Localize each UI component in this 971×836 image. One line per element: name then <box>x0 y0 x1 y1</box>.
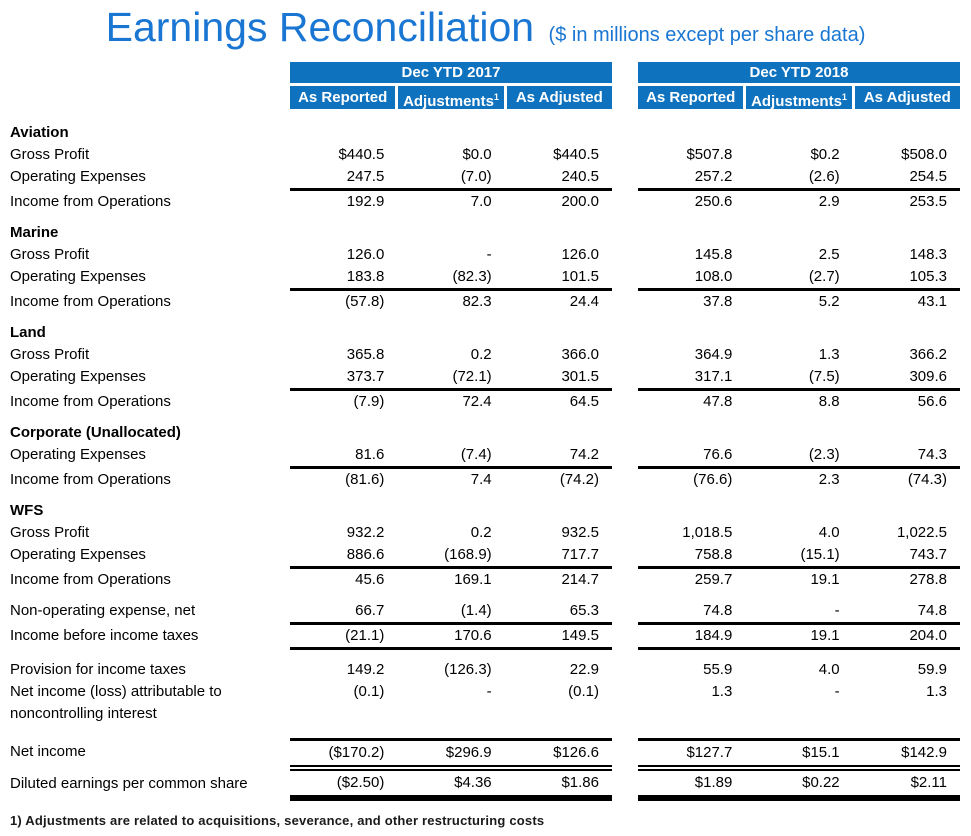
values-2018 <box>638 166 960 191</box>
spacer <box>10 491 971 500</box>
subheader-label: Adjustments <box>751 93 842 110</box>
section-row-marine <box>10 222 971 244</box>
table-row <box>10 444 971 469</box>
values-2017 <box>290 625 612 650</box>
cell-2017-as-adjusted: 240.5 <box>561 168 599 185</box>
page-title <box>0 4 971 54</box>
cell-2017-adjustments: $296.9 <box>445 744 492 761</box>
values-2017 <box>290 144 612 166</box>
cell-2018-as-reported: 184.9 <box>694 627 733 644</box>
cell-2017-adjustments: 170.6 <box>454 627 492 644</box>
cell-2018-adjustments: - <box>834 683 840 700</box>
values-2017 <box>290 544 612 569</box>
values-2018 <box>638 625 960 650</box>
cell-2017-as-reported: 365.8 <box>346 346 385 363</box>
cell-2017-as-reported: 149.2 <box>346 661 385 678</box>
table-row <box>10 344 971 366</box>
subheader-2017-as-adjusted: As Adjusted <box>507 86 612 109</box>
cell-2018-adjustments: 19.1 <box>810 571 840 588</box>
spacer <box>10 650 971 659</box>
values-2018 <box>638 738 960 771</box>
spacer <box>10 213 971 222</box>
row-label: Operating Expenses <box>10 368 146 385</box>
table-row <box>10 191 971 213</box>
column-gap <box>612 191 638 213</box>
column-gap <box>612 771 638 801</box>
cell-2017-as-adjusted: 24.4 <box>569 293 599 310</box>
cell-2017-as-adjusted: 22.9 <box>569 661 599 678</box>
cell-2018-adjustments: $0.2 <box>810 146 840 163</box>
cell-2018-adjustments: 1.3 <box>818 346 840 363</box>
cell-2018-as-adjusted: 366.2 <box>909 346 947 363</box>
cell-2018-as-adjusted: 105.3 <box>909 268 947 285</box>
column-gap <box>612 366 638 391</box>
values-2018 <box>638 344 960 366</box>
cell-2018-adjustments: 2.9 <box>818 193 840 210</box>
table-row <box>10 659 971 681</box>
cell-2017-adjustments: (7.0) <box>460 168 492 185</box>
column-gap <box>612 62 638 83</box>
subheader-2017-as-reported: As Reported <box>290 86 395 109</box>
cell-2018-as-reported: 108.0 <box>694 268 733 285</box>
cell-2017-as-reported: (21.1) <box>345 627 385 644</box>
values-2018 <box>638 569 960 591</box>
cell-2017-adjustments: $4.36 <box>454 774 492 791</box>
column-gap <box>612 544 638 569</box>
cell-2017-as-reported: (0.1) <box>353 683 385 700</box>
values-2018 <box>638 191 960 213</box>
cell-2018-as-adjusted: 254.5 <box>909 168 947 185</box>
cell-2018-adjustments: 8.8 <box>818 393 840 410</box>
cell-2017-as-adjusted: (74.2) <box>559 471 599 488</box>
column-gap <box>612 469 638 491</box>
cell-2018-adjustments: - <box>834 602 840 619</box>
row-label: Income before income taxes <box>10 627 199 644</box>
cell-2017-as-reported: 81.6 <box>355 446 385 463</box>
section-label: Corporate (Unallocated) <box>10 424 181 441</box>
row-label: Net income (loss) attributable to noncontrolling interest <box>10 683 222 722</box>
section-label: WFS <box>10 502 44 519</box>
cell-2017-as-adjusted: 214.7 <box>561 571 599 588</box>
column-gap <box>612 266 638 291</box>
cell-2018-adjustments: 2.5 <box>818 246 840 263</box>
table-row <box>10 600 971 625</box>
row-label: Income from Operations <box>10 293 171 310</box>
values-2018 <box>638 544 960 569</box>
footnote-ref: 1 <box>841 92 847 102</box>
cell-2018-adjustments: 4.0 <box>818 524 840 541</box>
row-label: Operating Expenses <box>10 446 146 463</box>
row-label: Gross Profit <box>10 246 90 263</box>
subheaders-2017 <box>290 86 612 109</box>
cell-2018-as-adjusted: 74.3 <box>917 446 947 463</box>
row-label: Income from Operations <box>10 471 171 488</box>
column-gap <box>612 83 638 109</box>
cell-2018-as-reported: 364.9 <box>694 346 733 363</box>
values-2018 <box>638 244 960 266</box>
table-row <box>10 469 971 491</box>
values-2017 <box>290 244 612 266</box>
header-spacer <box>10 62 290 83</box>
cell-2017-as-adjusted: 932.5 <box>561 524 599 541</box>
section-row-wfs <box>10 500 971 522</box>
values-2018 <box>638 144 960 166</box>
cell-2018-as-reported: 758.8 <box>694 546 733 563</box>
cell-2018-as-adjusted: 56.6 <box>917 393 947 410</box>
cell-2017-adjustments: 72.4 <box>462 393 492 410</box>
cell-2018-as-adjusted: 253.5 <box>909 193 947 210</box>
cell-2018-as-adjusted: $2.11 <box>910 774 947 791</box>
cell-2017-adjustments: - <box>486 683 492 700</box>
cell-2017-as-reported: 886.6 <box>346 546 385 563</box>
cell-2017-as-adjusted: 301.5 <box>561 368 599 385</box>
section-row-land <box>10 322 971 344</box>
column-gap <box>612 344 638 366</box>
spacer <box>10 725 971 738</box>
table-row <box>10 144 971 166</box>
column-gap <box>612 625 638 650</box>
section-row-corporate <box>10 422 971 444</box>
cell-2018-as-reported: $507.8 <box>686 146 733 163</box>
values-2017 <box>290 366 612 391</box>
table-row <box>10 681 971 725</box>
column-gap <box>612 659 638 681</box>
values-2018 <box>638 771 960 801</box>
cell-2017-as-adjusted: $440.5 <box>553 146 599 163</box>
cell-2018-as-adjusted: $508.0 <box>901 146 947 163</box>
cell-2017-as-reported: (81.6) <box>345 471 385 488</box>
table-row <box>10 244 971 266</box>
cell-2017-as-adjusted: 717.7 <box>561 546 599 563</box>
cell-2017-as-adjusted: $126.6 <box>553 744 599 761</box>
subheader-2018-as-adjusted: As Adjusted <box>855 86 960 109</box>
cell-2018-as-adjusted: 43.1 <box>917 293 947 310</box>
subheader-2018-adjustments <box>746 86 851 109</box>
row-label: Diluted earnings per common share <box>10 775 248 792</box>
row-label: Net income <box>10 743 86 760</box>
table-row-net-income <box>10 738 971 771</box>
table-row <box>10 166 971 191</box>
cell-2017-as-adjusted: 64.5 <box>569 393 599 410</box>
row-label: Gross Profit <box>10 346 90 363</box>
cell-2017-as-reported: 373.7 <box>346 368 385 385</box>
cell-2017-as-adjusted: 65.3 <box>569 602 599 619</box>
cell-2018-adjustments: (2.6) <box>808 168 840 185</box>
spacer <box>10 413 971 422</box>
cell-2017-adjustments: 7.0 <box>470 193 492 210</box>
cell-2017-as-adjusted: (0.1) <box>568 683 599 700</box>
cell-2017-adjustments: (82.3) <box>452 268 492 285</box>
cell-2018-as-adjusted: 59.9 <box>917 661 947 678</box>
subheader-row <box>10 83 971 109</box>
cell-2017-as-adjusted: 101.5 <box>561 268 599 285</box>
subheaders-2018 <box>638 86 960 109</box>
title-text: Earnings Reconciliation <box>105 4 535 50</box>
row-label: Income from Operations <box>10 393 171 410</box>
values-2017 <box>290 291 612 313</box>
cell-2018-as-reported: 1.3 <box>711 683 733 700</box>
row-label: Income from Operations <box>10 571 171 588</box>
cell-2018-as-reported: 47.8 <box>703 393 733 410</box>
cell-2018-as-reported: 145.8 <box>694 246 733 263</box>
spacer <box>10 313 971 322</box>
section-row-aviation <box>10 122 971 144</box>
values-2018 <box>638 266 960 291</box>
column-gap <box>612 391 638 413</box>
cell-2017-as-reported: 126.0 <box>346 246 385 263</box>
cell-2018-as-reported: 257.2 <box>694 168 733 185</box>
values-2018 <box>638 291 960 313</box>
cell-2017-as-reported: 932.2 <box>346 524 385 541</box>
cell-2018-as-reported: 250.6 <box>694 193 733 210</box>
cell-2017-as-reported: 247.5 <box>346 168 385 185</box>
values-2017 <box>290 522 612 544</box>
cell-2017-adjustments: (168.9) <box>444 546 492 563</box>
column-gap <box>612 166 638 191</box>
table-row <box>10 366 971 391</box>
values-2017 <box>290 166 612 191</box>
earnings-table <box>10 62 971 801</box>
cell-2018-as-reported: 259.7 <box>694 571 733 588</box>
table-row-diluted-eps <box>10 771 971 801</box>
spacer <box>10 109 971 122</box>
cell-2018-as-adjusted: 74.8 <box>917 602 947 619</box>
subheader-2018-as-reported: As Reported <box>638 86 743 109</box>
cell-2017-adjustments: (72.1) <box>452 368 492 385</box>
cell-2018-as-reported: 76.6 <box>703 446 733 463</box>
cell-2017-as-adjusted: 366.0 <box>561 346 599 363</box>
cell-2017-adjustments: - <box>486 246 492 263</box>
values-2018 <box>638 469 960 491</box>
cell-2017-as-reported: $440.5 <box>338 146 385 163</box>
cell-2017-as-reported: 66.7 <box>355 602 385 619</box>
values-2017 <box>290 191 612 213</box>
column-gap <box>612 444 638 469</box>
column-gap <box>612 569 638 591</box>
cell-2018-as-reported: (76.6) <box>693 471 733 488</box>
cell-2018-adjustments: (2.7) <box>808 268 840 285</box>
section-label: Aviation <box>10 124 69 141</box>
cell-2017-adjustments: 0.2 <box>470 346 492 363</box>
values-2018 <box>638 659 960 681</box>
cell-2018-as-reported: 317.1 <box>694 368 733 385</box>
section-label: Land <box>10 324 46 341</box>
table-row <box>10 569 971 591</box>
values-2018 <box>638 444 960 469</box>
row-label: Gross Profit <box>10 146 90 163</box>
cell-2017-as-adjusted: 74.2 <box>569 446 599 463</box>
values-2017 <box>290 681 612 703</box>
cell-2017-as-adjusted: 200.0 <box>561 193 599 210</box>
cell-2018-adjustments: 4.0 <box>818 661 840 678</box>
cell-2018-as-reported: $1.89 <box>694 774 733 791</box>
column-gap <box>612 600 638 625</box>
table-row <box>10 391 971 413</box>
cell-2017-adjustments: $0.0 <box>462 146 492 163</box>
cell-2018-adjustments: 2.3 <box>818 471 840 488</box>
table-row <box>10 522 971 544</box>
cell-2018-as-adjusted: 1.3 <box>926 683 947 700</box>
cell-2017-adjustments: 169.1 <box>454 571 492 588</box>
row-label: Operating Expenses <box>10 546 146 563</box>
table-row <box>10 291 971 313</box>
cell-2018-as-reported: 55.9 <box>703 661 733 678</box>
section-label: Marine <box>10 224 59 241</box>
cell-2018-adjustments: (15.1) <box>800 546 840 563</box>
column-gap <box>612 522 638 544</box>
cell-2018-as-adjusted: $142.9 <box>901 744 947 761</box>
subheader-2017-adjustments <box>398 86 503 109</box>
cell-2017-adjustments: (126.3) <box>444 661 492 678</box>
cell-2017-as-reported: (7.9) <box>353 393 385 410</box>
cell-2018-as-reported: 1,018.5 <box>682 524 733 541</box>
column-gap <box>612 244 638 266</box>
cell-2018-adjustments: (7.5) <box>808 368 840 385</box>
cell-2018-as-adjusted: 204.0 <box>909 627 947 644</box>
cell-2017-as-adjusted: 126.0 <box>561 246 599 263</box>
cell-2018-as-adjusted: 1,022.5 <box>896 524 947 541</box>
values-2017 <box>290 771 612 801</box>
values-2017 <box>290 444 612 469</box>
table-row <box>10 544 971 569</box>
group-header-2017: Dec YTD 2017 <box>290 62 612 83</box>
cell-2018-adjustments: 19.1 <box>810 627 840 644</box>
cell-2018-as-reported: 37.8 <box>703 293 733 310</box>
row-label: Operating Expenses <box>10 168 146 185</box>
cell-2017-as-reported: (57.8) <box>345 293 385 310</box>
cell-2018-as-adjusted: 148.3 <box>909 246 947 263</box>
cell-2018-as-adjusted: 309.6 <box>909 368 947 385</box>
cell-2017-as-reported: 183.8 <box>346 268 385 285</box>
cell-2018-as-reported: $127.7 <box>686 744 733 761</box>
column-gap <box>612 291 638 313</box>
cell-2017-adjustments: (7.4) <box>460 446 492 463</box>
column-gap <box>612 738 638 771</box>
cell-2018-as-adjusted: 743.7 <box>909 546 947 563</box>
table-row <box>10 266 971 291</box>
values-2017 <box>290 266 612 291</box>
subheader-label: Adjustments <box>403 93 494 110</box>
cell-2018-as-reported: 74.8 <box>703 602 733 619</box>
cell-2018-as-adjusted: (74.3) <box>907 471 947 488</box>
values-2017 <box>290 738 612 771</box>
cell-2018-as-adjusted: 278.8 <box>909 571 947 588</box>
cell-2017-adjustments: 82.3 <box>462 293 492 310</box>
values-2017 <box>290 469 612 491</box>
footnote-ref: 1 <box>493 92 499 102</box>
values-2017 <box>290 659 612 681</box>
table-row <box>10 625 971 650</box>
cell-2017-as-reported: ($2.50) <box>336 774 385 791</box>
values-2017 <box>290 569 612 591</box>
cell-2017-as-reported: 192.9 <box>346 193 385 210</box>
row-label: Gross Profit <box>10 524 90 541</box>
values-2017 <box>290 344 612 366</box>
spacer <box>10 591 971 600</box>
cell-2018-adjustments: (2.3) <box>808 446 840 463</box>
cell-2018-adjustments: $0.22 <box>802 774 840 791</box>
values-2018 <box>638 600 960 625</box>
row-label: Income from Operations <box>10 193 171 210</box>
group-header-row <box>10 62 971 83</box>
group-header-2018: Dec YTD 2018 <box>638 62 960 83</box>
row-label: Non-operating expense, net <box>10 602 196 619</box>
row-label: Operating Expenses <box>10 268 146 285</box>
values-2018 <box>638 366 960 391</box>
subtitle-text: ($ in millions except per share data) <box>548 24 866 46</box>
values-2017 <box>290 600 612 625</box>
cell-2017-adjustments: 0.2 <box>470 524 492 541</box>
cell-2017-as-adjusted: 149.5 <box>561 627 599 644</box>
column-gap <box>612 144 638 166</box>
values-2017 <box>290 391 612 413</box>
cell-2017-adjustments: 7.4 <box>470 471 492 488</box>
cell-2018-adjustments: $15.1 <box>802 744 840 761</box>
values-2018 <box>638 391 960 413</box>
row-label: Provision for income taxes <box>10 661 186 678</box>
values-2018 <box>638 681 960 703</box>
cell-2017-adjustments: (1.4) <box>460 602 492 619</box>
cell-2017-as-adjusted: $1.86 <box>561 774 599 791</box>
values-2018 <box>638 522 960 544</box>
cell-2018-adjustments: 5.2 <box>818 293 840 310</box>
cell-2017-as-reported: 45.6 <box>355 571 385 588</box>
cell-2017-as-reported: ($170.2) <box>328 744 385 761</box>
footnote: 1) Adjustments are related to acquisitions, severance, and other restructuring costs <box>10 813 545 828</box>
header-spacer <box>10 83 290 109</box>
